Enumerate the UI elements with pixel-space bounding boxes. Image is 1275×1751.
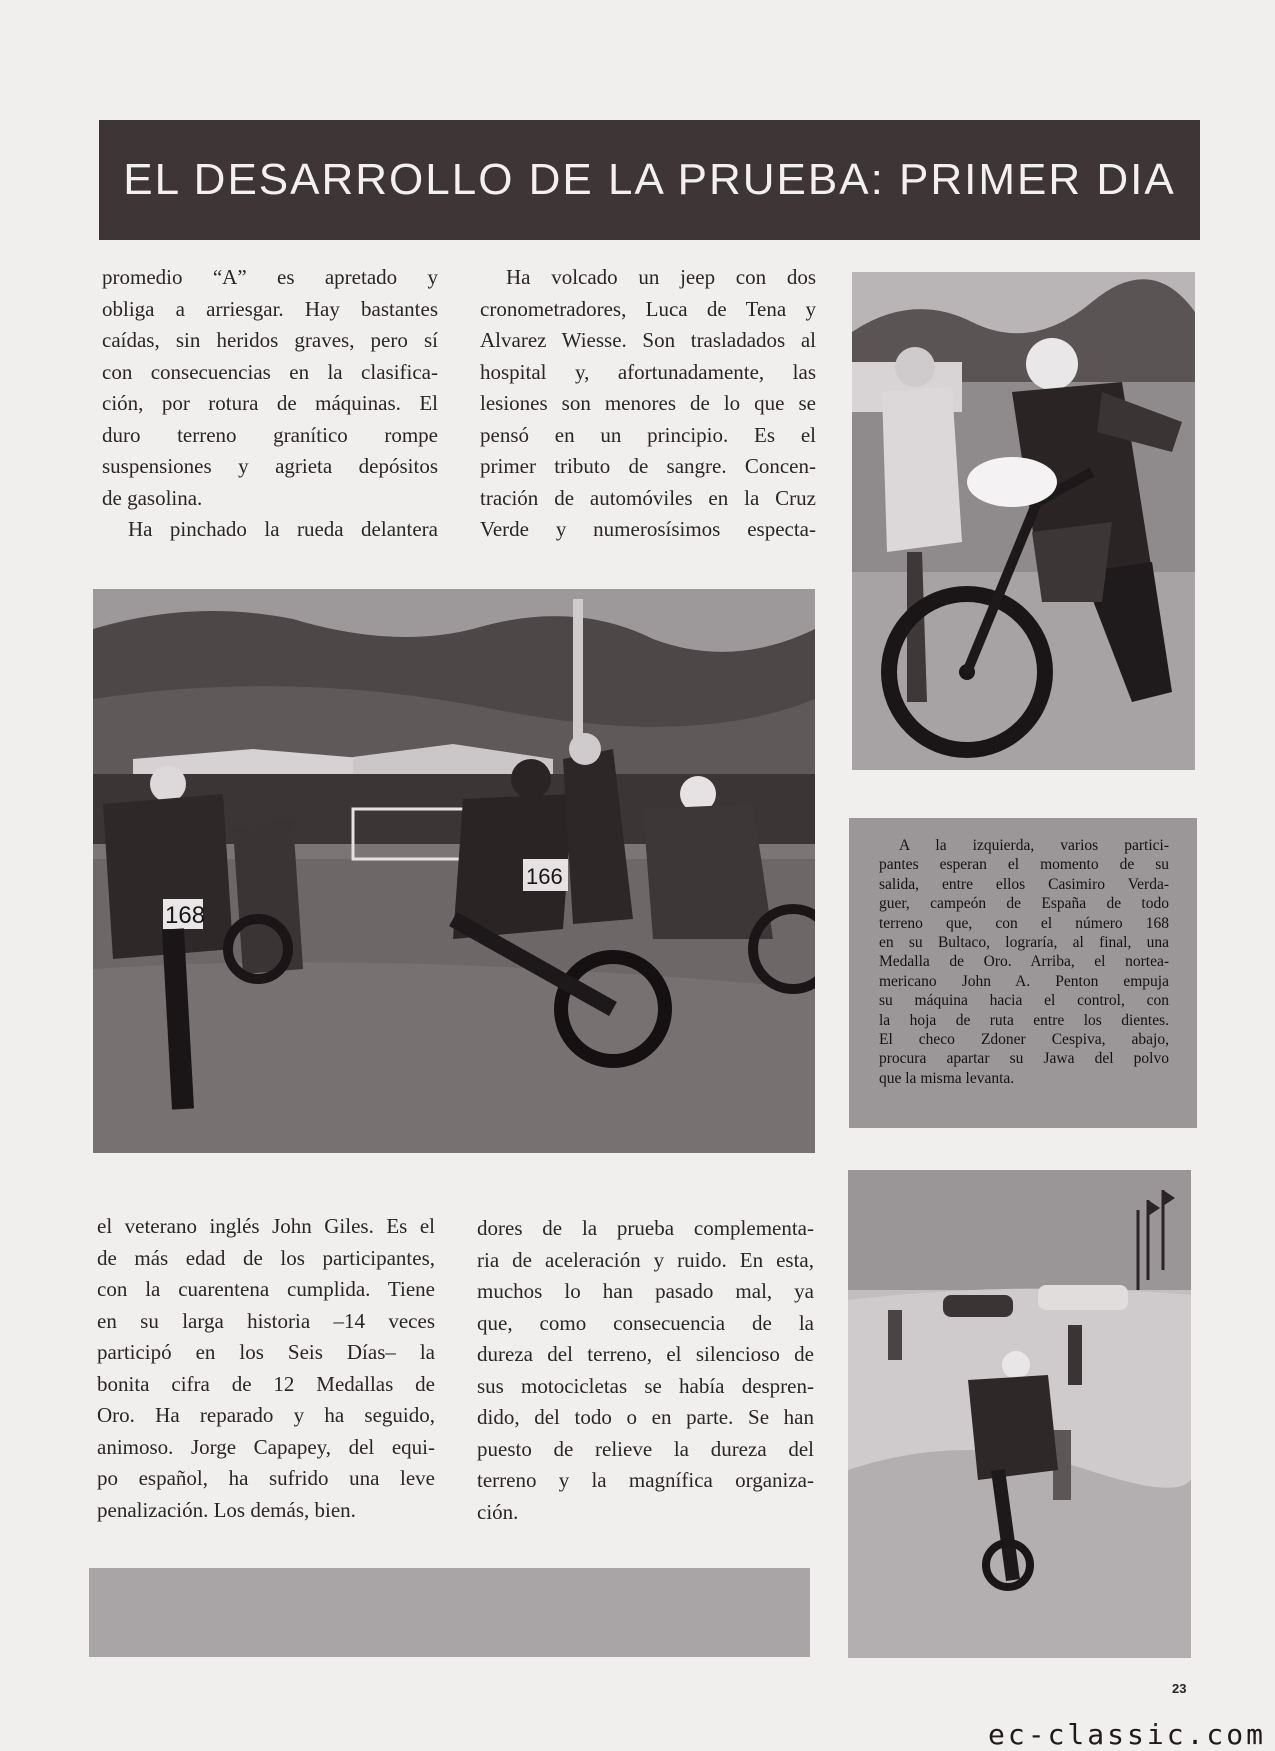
text-line: animoso. Jorge Capapey, del equi- — [97, 1434, 435, 1459]
text-line: puesto de relieve la dureza del — [477, 1436, 814, 1461]
text-line: participó en los Seis Días– la — [97, 1340, 435, 1364]
text-line: caídas, sin heridos graves, pero sí — [102, 328, 438, 352]
text-line: el veterano inglés John Giles. Es el — [97, 1214, 435, 1238]
text-line: con consecuencias en la clasifica- — [102, 359, 438, 384]
text-line: primer tributo de sangre. Concen- — [480, 454, 816, 478]
page-number: 23 — [1172, 1681, 1187, 1696]
text-line: de más edad de los participantes, — [97, 1245, 435, 1270]
text-column-bottom-middle — [477, 1213, 814, 1528]
text-line: dureza del terreno, el silencioso de — [477, 1342, 814, 1366]
text-line: Ha volcado un jeep con dos — [506, 265, 816, 289]
caption-line: mericano John A. Penton empuja — [879, 972, 1169, 990]
text-line: dores de la prueba complementa- — [477, 1216, 814, 1240]
race-number-166: 166 — [526, 864, 563, 889]
photo-riders-at-start — [93, 589, 815, 1153]
watermark-text: ec-classic.com — [988, 1718, 1267, 1751]
text-line: cronometradores, Luca de Tena y — [480, 296, 816, 321]
text-line: suspensiones y agrieta depósitos — [102, 454, 438, 478]
photo-penton-pushing-motorcycle — [852, 272, 1195, 770]
text-line: Verde y numerosísimos especta- — [480, 517, 816, 541]
caption-line: en su Bultaco, lograría, al final, una — [879, 934, 1169, 952]
text-line: en su larga historia –14 veces — [97, 1308, 435, 1333]
photo-cespiva-dusty-terrain — [848, 1170, 1191, 1658]
caption-line: procura apartar su Jawa del polvo — [879, 1050, 1169, 1068]
title-banner — [99, 120, 1200, 240]
text-line: obliga a arriesgar. Hay bastantes — [102, 296, 438, 321]
text-line: hospital y, afortunadamente, las — [480, 359, 816, 384]
photo-caption-box — [849, 818, 1197, 1128]
text-line: po español, ha sufrido una leve — [97, 1466, 435, 1490]
text-column-top-left — [102, 262, 438, 546]
caption-line: Medalla de Oro. Arriba, el nortea- — [879, 953, 1169, 971]
race-number-168: 168 — [165, 902, 206, 929]
text-line: terreno y la magnífica organiza- — [477, 1468, 814, 1492]
text-line: promedio “A” es apretado y — [102, 265, 438, 289]
text-line: ción, por rotura de máquinas. El — [102, 391, 438, 415]
gray-banner-bar — [89, 1568, 810, 1657]
text-line: Ha pinchado la rueda delantera — [128, 517, 438, 541]
text-line: tración de automóviles en la Cruz — [480, 485, 816, 510]
text-line: con la cuarentena cumplida. Tiene — [97, 1277, 435, 1301]
caption-line: guer, campeón de España de todo — [879, 895, 1169, 913]
text-line: lesiones son menores de lo que se — [480, 391, 816, 415]
text-line: pensó en un principio. Es el — [480, 422, 816, 447]
caption-line: su máquina hacia el control, con — [879, 992, 1169, 1010]
text-line: de gasolina. — [102, 485, 203, 510]
text-line: ria de aceleración y ruido. En esta, — [477, 1247, 814, 1272]
caption-line: salida, entre ellos Casimiro Verda- — [879, 875, 1169, 893]
text-line: Alvarez Wiesse. Son trasladados al — [480, 328, 816, 352]
text-line: que, como consecuencia de la — [477, 1310, 814, 1335]
caption-line: que la misma levanta. — [879, 1069, 1015, 1087]
caption-line: terreno que, con el número 168 — [879, 914, 1169, 932]
text-column-bottom-left — [97, 1211, 435, 1526]
text-line: sus motocicletas se había despren- — [477, 1373, 814, 1398]
caption-line: pantes esperan el momento de su — [879, 856, 1169, 874]
text-line: penalización. Los demás, bien. — [97, 1497, 356, 1522]
text-line: duro terreno granítico rompe — [102, 422, 438, 447]
text-line: Oro. Ha reparado y ha seguido, — [97, 1403, 435, 1427]
text-line: dido, del todo o en parte. Se han — [477, 1405, 814, 1429]
caption-line: la hoja de ruta entre los dientes. — [879, 1011, 1169, 1029]
text-column-top-middle — [480, 262, 816, 546]
text-line: ción. — [477, 1499, 519, 1524]
text-line: muchos lo han pasado mal, ya — [477, 1279, 814, 1303]
page-title: EL DESARROLLO DE LA PRUEBA: PRIMER DIA — [123, 155, 1176, 204]
caption-line: A la izquierda, varios partici- — [899, 837, 1169, 854]
caption-line: El checo Zdoner Cespiva, abajo, — [879, 1031, 1169, 1049]
text-line: bonita cifra de 12 Medallas de — [97, 1371, 435, 1396]
